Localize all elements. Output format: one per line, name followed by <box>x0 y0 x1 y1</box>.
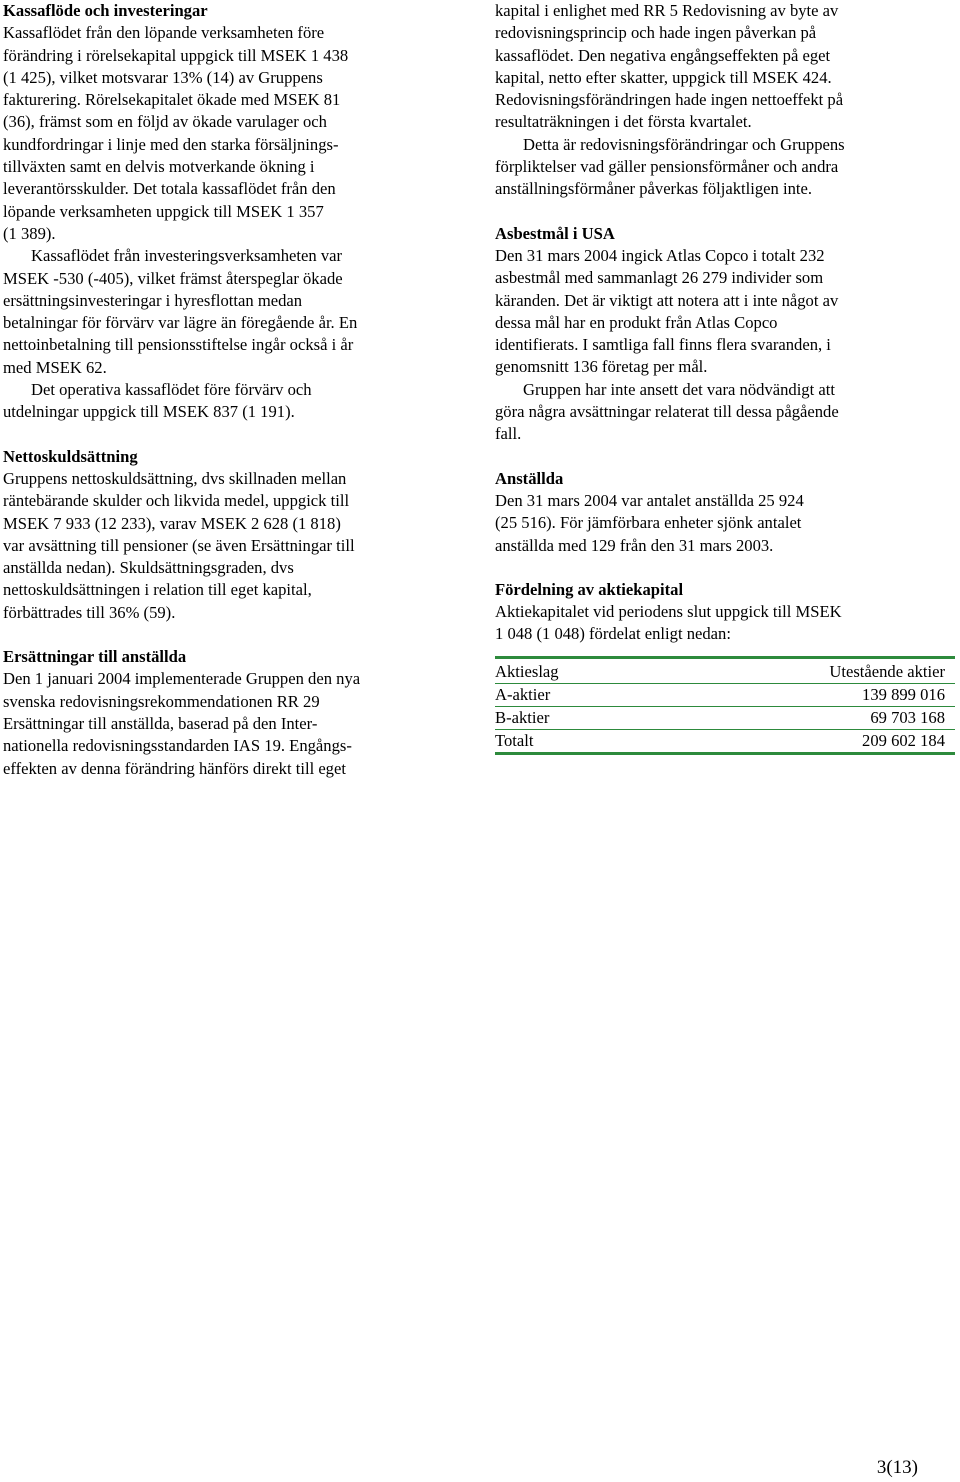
table-row <box>495 683 955 706</box>
section-aktiekapital <box>495 579 955 755</box>
section-nettoskuldsattning <box>3 446 463 624</box>
section-anstallda <box>495 468 955 557</box>
section-ersattningar <box>3 646 463 780</box>
table-total-row <box>495 729 955 753</box>
row-value: 69 703 168 <box>650 706 955 729</box>
table-row <box>495 706 955 729</box>
paragraph: Kassaflödet från den löpande verksamheten före förändring i rörelsekapital uppgick till MSEK 1 438 (1 425), vilket motsvarar 13% (14) av Gruppens fakturering. Rörelsekapitalet ökade med MSEK 81 (36), främst som en följd av ökade varulager och kundfordringar i linje med den starka försäljnings- tillväxten samt en delvis motverkande ökning i leverantörsskulder. Det totala kassaflödet från den löpande verksamheten uppgick till MSEK 1 357 (1 389). <box>3 23 349 243</box>
right-column <box>495 0 955 755</box>
section-heading: Nettoskuldsättning <box>3 446 138 466</box>
share-capital-table <box>495 656 955 755</box>
section-heading: Fördelning av aktiekapital <box>495 579 684 599</box>
section-heading: Asbestmål i USA <box>495 223 615 243</box>
section-asbest <box>495 223 955 446</box>
row-value: 139 899 016 <box>650 683 955 706</box>
left-column <box>3 0 463 780</box>
page-number: 3(13) <box>876 1457 918 1478</box>
paragraph: Den 1 januari 2004 implementerade Gruppen den nya svenska redovisningsrekommendationen RR 29 Ersättningar till anställda, baserad på den Inter- nationella redovisningsstandarden IAS 19. Engångs- effekten av denna förändring hänförs direkt till eget <box>3 669 361 778</box>
total-value: 209 602 184 <box>650 729 955 753</box>
paragraph: Den 31 mars 2004 var antalet anställda 25 924 (25 516). För jämförbara enheter sjönk antalet anställda med 129 från den 31 mars 2003. <box>495 490 804 555</box>
section-kassaflode <box>3 0 463 424</box>
paragraph: Det operativa kassaflödet före förvärv och utdelningar uppgick till MSEK 837 (1 191). <box>3 380 312 422</box>
paragraph: Gruppens nettoskuldsättning, dvs skillnaden mellan räntebärande skulder och likvida medel, uppgick till MSEK 7 933 (12 233), varav MSEK 2 628 (1 818) var avsättning till pensioner (se även Ersättningar till anställda nedan). Skuldsättningsgraden, dvs nettoskuldsättningen i relation till eget kapital, förbättrades till 36% (59). <box>3 468 355 622</box>
section-heading: Kassaflöde och investeringar <box>3 1 208 20</box>
column-header-aktieslag: Aktieslag <box>495 657 650 683</box>
paragraph: Den 31 mars 2004 ingick Atlas Copco i totalt 232 asbestmål med sammanlagt 26 279 individer som käranden. Det är viktigt att notera att i inte något av dessa mål har en produkt från Atlas Copco identifierats. I samtliga fall finns flera svaranden, i genomsnitt 136 företag per mål. <box>495 245 839 377</box>
section-heading: Anställda <box>495 468 564 488</box>
section-heading: Ersättningar till anställda <box>3 647 187 667</box>
paragraph: Gruppen har inte ansett det vara nödvändigt att göra några avsättningar relaterat till dessa pågående fall. <box>495 379 839 444</box>
row-label: A-aktier <box>495 683 650 706</box>
paragraph: Kassaflödet från investeringsverksamheten var MSEK -530 (-405), vilket främst återspeglar ökade ersättningsinvesteringar i hyresflottan medan betalningar för förvärv var lägre än föregående år. En nettoinbetalning till pensionsstiftelse ingår också i år med MSEK 62. <box>3 246 358 377</box>
row-label: B-aktier <box>495 706 650 729</box>
table-header-row <box>495 657 955 683</box>
paragraph: kapital i enlighet med RR 5 Redovisning av byte av redovisningsprincip och hade ingen påverkan på kassaflödet. Den negativa engångseffekten på eget kapital, netto efter skatter, uppgick till MSEK 424. Redovisningsförändringen hade ingen nettoeffekt på resultaträkningen i det första kvartalet. <box>495 1 844 132</box>
total-label: Totalt <box>495 729 650 753</box>
paragraph: Aktiekapitalet vid periodens slut uppgick till MSEK 1 048 (1 048) fördelat enligt nedan: <box>495 602 842 644</box>
column-header-utestaende: Utestående aktier <box>650 657 955 683</box>
section-continuation <box>495 0 955 201</box>
paragraph: Detta är redovisningsförändringar och Gruppens förpliktelser vad gäller pensionsförmåner och andra anställningsförmåner påverkas följaktligen inte. <box>495 134 845 199</box>
